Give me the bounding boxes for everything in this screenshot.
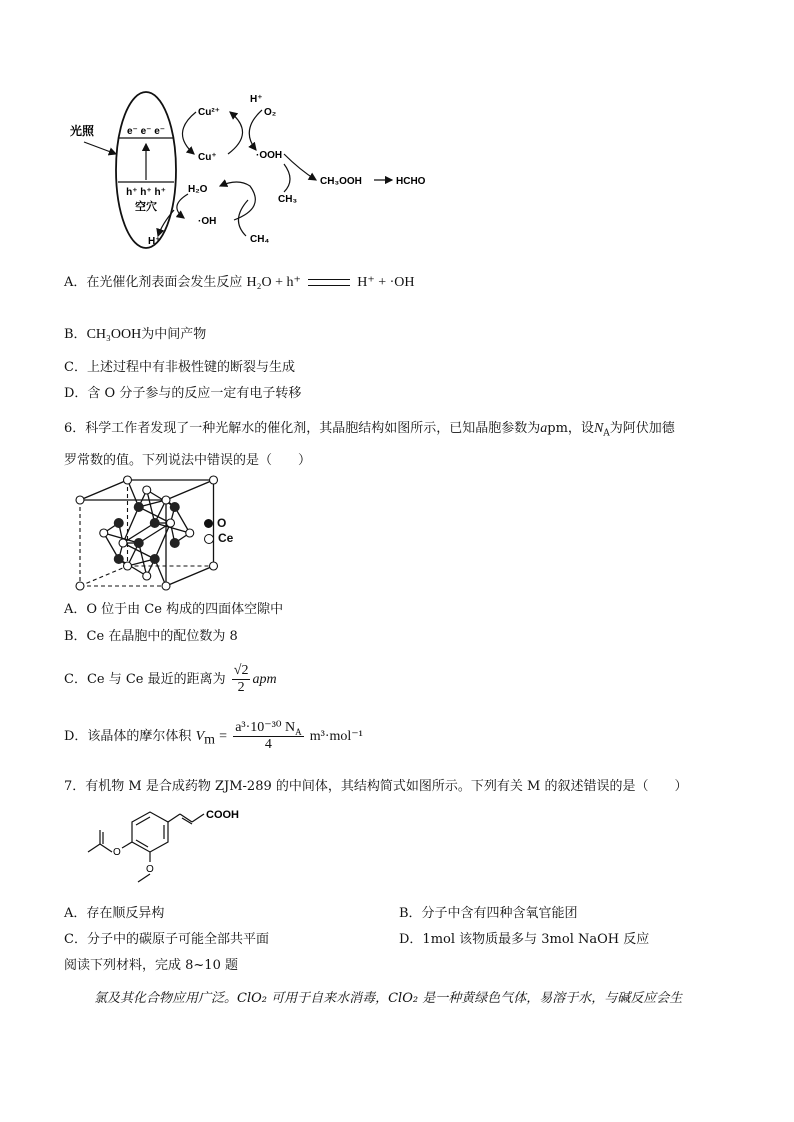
q7-option-d: D．1mol 该物质最多与 3mol NaOH 反应 — [399, 932, 650, 947]
q6-d-num-sub: A — [295, 726, 302, 737]
o-atom — [114, 518, 124, 528]
q7-option-b: B．分子中含有四种含氧官能团 — [399, 906, 578, 921]
oh-label: ·OH — [198, 216, 217, 227]
h2o-to-oh-arrow — [177, 194, 188, 218]
oh-regen-arrow — [220, 182, 255, 220]
legend-ce — [204, 531, 233, 546]
q5-option-d: D．含 O 分子参与的反应一定有电子转移 — [64, 386, 302, 401]
q6-stem-text-b: 为阿伏加德 — [609, 421, 675, 436]
o2-label: O₂ — [264, 107, 277, 118]
ce-atom — [124, 476, 132, 484]
legend-o-label: O — [217, 516, 227, 530]
o-atom — [170, 502, 180, 512]
q6-d-text: D．该晶体的摩尔体积 — [64, 729, 192, 744]
q6-option-a: A．O 位于由 Ce 构成的四面体空隙中 — [64, 602, 284, 617]
ce-atom — [76, 496, 84, 504]
ce-atom — [210, 562, 218, 570]
q6-stem-pm: pm，设 — [547, 421, 594, 436]
o-atom — [134, 502, 144, 512]
q6-option-c — [64, 663, 277, 699]
ch4-label: CH₄ — [250, 234, 270, 245]
o-atom — [114, 554, 124, 564]
q6-d-fraction — [233, 720, 303, 753]
o-atom-icon — [204, 519, 213, 528]
reading-paragraph: 氯及其化合物应用广泛。ClO₂ 可用于自来水消毒，ClO₂ 是一种黄绿色气体，易溶于水，与碱反应会生 — [94, 991, 683, 1006]
q5-option-a-text: A．在光催化剂表面会发生反应 — [64, 275, 243, 290]
q6-stem-text-a: 6．科学工作者发现了一种光解水的催化剂，其晶胞结构如图所示，已知晶胞参数为 — [64, 421, 541, 436]
q6-c-den: 2 — [237, 680, 245, 695]
to-ch3ooh-arrow — [284, 154, 316, 180]
ch3-to-chain-arrow — [284, 164, 290, 192]
o-atom — [134, 538, 144, 548]
q6-avogadro: N — [593, 421, 604, 436]
o-atom — [150, 518, 160, 528]
ce-atom-icon — [204, 534, 214, 544]
q5-option-b-formula: CH₃OOH — [86, 327, 142, 342]
ce-atom — [162, 582, 170, 590]
ce-atom — [143, 572, 151, 580]
svg-text:O: O — [146, 864, 154, 875]
legend-ce-label: Ce — [218, 531, 234, 545]
q7-option-c: C．分子中的碳原子可能全部共平面 — [64, 932, 269, 947]
hcho-label: HCHO — [396, 176, 426, 187]
reading-intro: 阅读下列材料，完成 8~10 题 — [64, 958, 238, 973]
q6-c-num: √2 — [233, 663, 249, 678]
q6-d-num: a³·10⁻³⁰ N — [235, 720, 296, 735]
q6-d-unit: m³·mol⁻¹ — [309, 729, 363, 744]
q6-option-d: D．该晶体的摩尔体积 $V_m$ = $\frac{a^3\cdot 10^{-30} N_A}{4}$ m³·mol⁻¹ — [64, 720, 363, 752]
q6-option-b: B．Ce 在晶胞中的配位数为 8 — [64, 629, 238, 644]
o2-to-ooh-arrow — [249, 110, 262, 150]
photocatalysis-diagram — [70, 88, 440, 258]
q7-option-a: A．存在顺反异构 — [64, 906, 165, 921]
ch3ooh-label: CH₃OOH — [320, 176, 362, 187]
q5-a-eq-right: H⁺ + ·OH — [357, 275, 415, 290]
light-arrow — [84, 142, 116, 154]
ce-atom — [119, 539, 127, 547]
q5-option-a — [64, 274, 414, 292]
ce-atom — [167, 519, 175, 527]
q7-stem: 7．有机物 M 是合成药物 ZJM-289 的中间体，其结构简式如图所示。下列有关 M 的叙述错误的是（ ） — [64, 779, 688, 794]
hplus-top-label: H⁺ — [250, 94, 263, 105]
ce-atom — [76, 582, 84, 590]
ce-atom — [186, 529, 194, 537]
o-atom — [150, 554, 160, 564]
q5-option-c: C．上述过程中有非极性键的断裂与生成 — [64, 360, 295, 375]
ce-atom — [143, 486, 151, 494]
svg-text:O: O — [113, 847, 121, 858]
light-label: 光照 — [70, 124, 95, 138]
q5-option-b-text: 为中间产物 — [141, 327, 207, 342]
holes-label: h⁺ h⁺ h⁺ — [126, 187, 166, 198]
legend-o — [204, 516, 233, 531]
q6-d-vm: V — [195, 729, 205, 744]
ce-atom — [124, 562, 132, 570]
q6-stem-line2: 罗常数的值。下列说法中错误的是（ ） — [64, 453, 312, 468]
q5-option-b-prefix: B． — [64, 327, 87, 342]
o-atom — [170, 538, 180, 548]
hole-word: 空穴 — [135, 201, 157, 213]
q6-avogadro-sub: A — [603, 428, 610, 439]
q6-param-a: a — [540, 421, 548, 436]
cu2-label: Cu²⁺ — [198, 107, 220, 118]
h2o-label: H₂O — [188, 184, 208, 195]
ce-atom — [100, 529, 108, 537]
hplus-bottom-label: H⁺ — [148, 236, 161, 247]
q6-d-den: 4 — [264, 737, 272, 752]
q5-a-eq-left: H₂O + h⁺ — [246, 275, 301, 290]
q6-c-suffix: apm — [252, 672, 277, 687]
molecule-structure — [70, 804, 239, 892]
cu1-label: Cu⁺ — [198, 152, 217, 163]
q5-option-b — [64, 326, 206, 344]
q6-c-fraction — [232, 663, 251, 696]
ch3-label: CH₃ — [278, 194, 298, 205]
equals-sign — [308, 279, 350, 286]
q6-c-text: C．Ce 与 Ce 最近的距离为 — [64, 672, 226, 687]
ooh-label: ·OOH — [256, 150, 283, 161]
q6-d-vm-sub: m — [204, 732, 216, 748]
cu-reduction-arrow — [182, 112, 196, 154]
electrons-label: e⁻ e⁻ e⁻ — [126, 126, 166, 137]
crystal-legend — [204, 516, 233, 546]
ce-atom — [210, 476, 218, 484]
cu-oxidation-arrow — [228, 112, 243, 154]
ce-atom — [162, 496, 170, 504]
cooh-label: COOH — [206, 809, 239, 821]
q6-stem-line1 — [64, 420, 675, 438]
